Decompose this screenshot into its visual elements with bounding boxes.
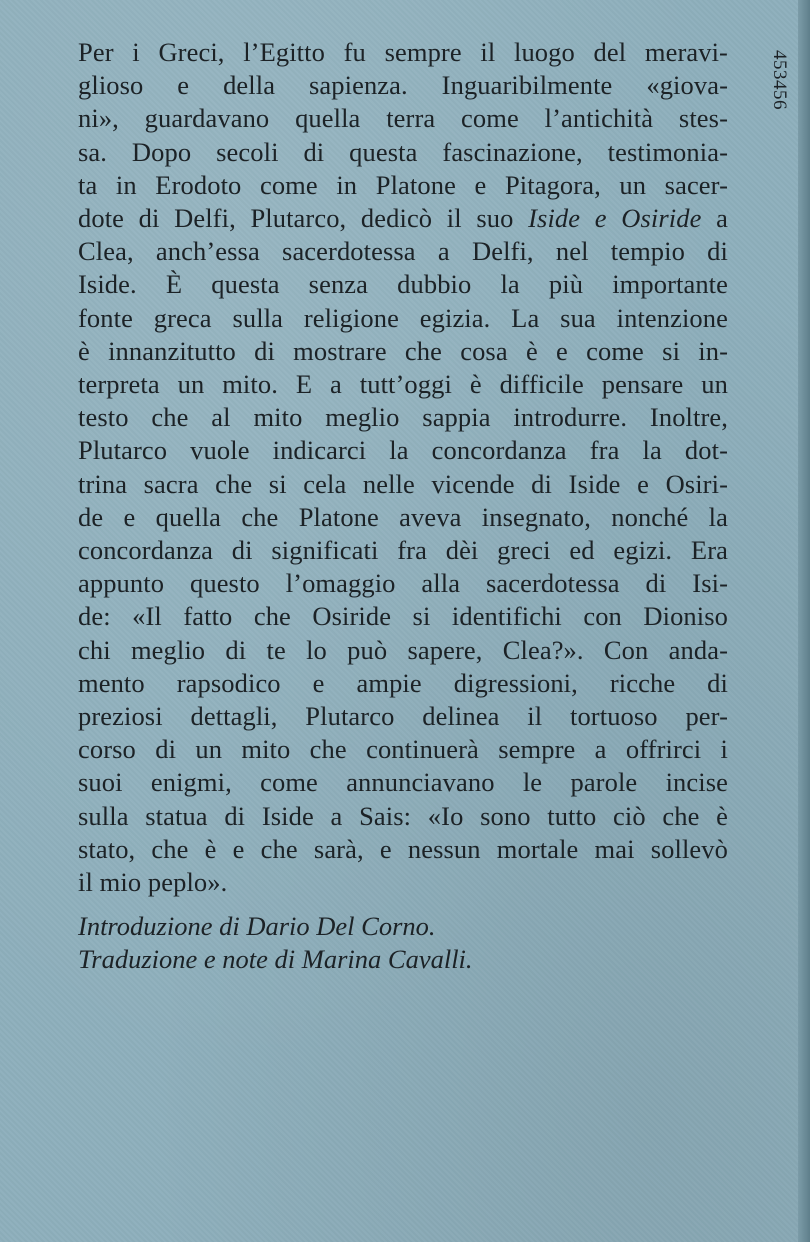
blurb-line-tail: a — [701, 203, 728, 234]
blurb-line: sulla statua di Iside a Sais: «Io sono tutto ciò che è — [78, 800, 728, 831]
blurb-line: il mio peplo». — [78, 867, 228, 898]
serial-number: 453456 — [769, 50, 790, 110]
blurb-line: fonte greca sulla religione egizia. La sua intenzione — [78, 302, 728, 333]
credits — [78, 910, 728, 976]
blurb-line: testo che al mito meglio sappia introdurre. Inoltre, — [78, 402, 728, 433]
blurb-line: sa. Dopo secoli di questa fascinazione, testimonia- — [78, 136, 728, 167]
translation-credit: Traduzione e note di Marina Cavalli. — [78, 944, 473, 975]
blurb-line: corso di un mito che continuerà sempre a offrirci i — [78, 734, 728, 765]
blurb-line-with-title — [78, 202, 728, 235]
blurb-line: appunto questo l’omaggio alla sacerdotessa di Isi- — [78, 568, 728, 599]
blurb-line-text: dote di Delfi, Plutarco, dedicò il suo — [78, 203, 529, 234]
blurb-line: Plutarco vuole indicarci la concordanza fra la dot- — [78, 435, 728, 466]
blurb-line: Clea, anch’essa sacerdotessa a Delfi, nel tempio di — [78, 236, 728, 267]
blurb-line: ni», guardavano quella terra come l’antichità stes- — [78, 103, 728, 134]
blurb-line: glioso e della sapienza. Inguaribilmente «giova- — [78, 70, 728, 101]
blurb-line: ta in Erodoto come in Platone e Pitagora, un sacer- — [78, 169, 728, 200]
blurb-line: suoi enigmi, come annunciavano le parole incise — [78, 767, 728, 798]
blurb-line: chi meglio di te lo può sapere, Clea?». Con anda- — [78, 634, 728, 665]
blurb-line: concordanza di significati fra dèi greci ed egizi. Era — [78, 535, 728, 566]
blurb-line: mento rapsodico e ampie digressioni, ricche di — [78, 667, 728, 698]
blurb-text — [78, 36, 728, 899]
introduction-credit: Introduzione di Dario Del Corno. — [78, 911, 436, 941]
blurb-line: Per i Greci, l’Egitto fu sempre il luogo del meravi- — [78, 37, 728, 67]
blurb-line: trina sacra che si cela nelle vicende di Iside e Osiri- — [78, 468, 728, 499]
blurb-line: terpreta un mito. E a tutt’oggi è difficile pensare un — [78, 369, 728, 400]
book-title: Iside e Osiride — [528, 203, 702, 234]
blurb-line: de e quella che Platone aveva insegnato, nonché la — [78, 501, 728, 532]
blurb-line: de: «Il fatto che Osiride si identifichi con Dioniso — [78, 601, 728, 632]
cover-edge — [798, 0, 810, 1242]
blurb-line: è innanzitutto di mostrare che cosa è e come si in- — [78, 335, 728, 366]
blurb-line: Iside. È questa senza dubbio la più importante — [78, 269, 728, 300]
blurb-line: preziosi dettagli, Plutarco delinea il tortuoso per- — [78, 701, 728, 732]
blurb-line: stato, che è e che sarà, e nessun mortale mai sollevò — [78, 833, 728, 864]
